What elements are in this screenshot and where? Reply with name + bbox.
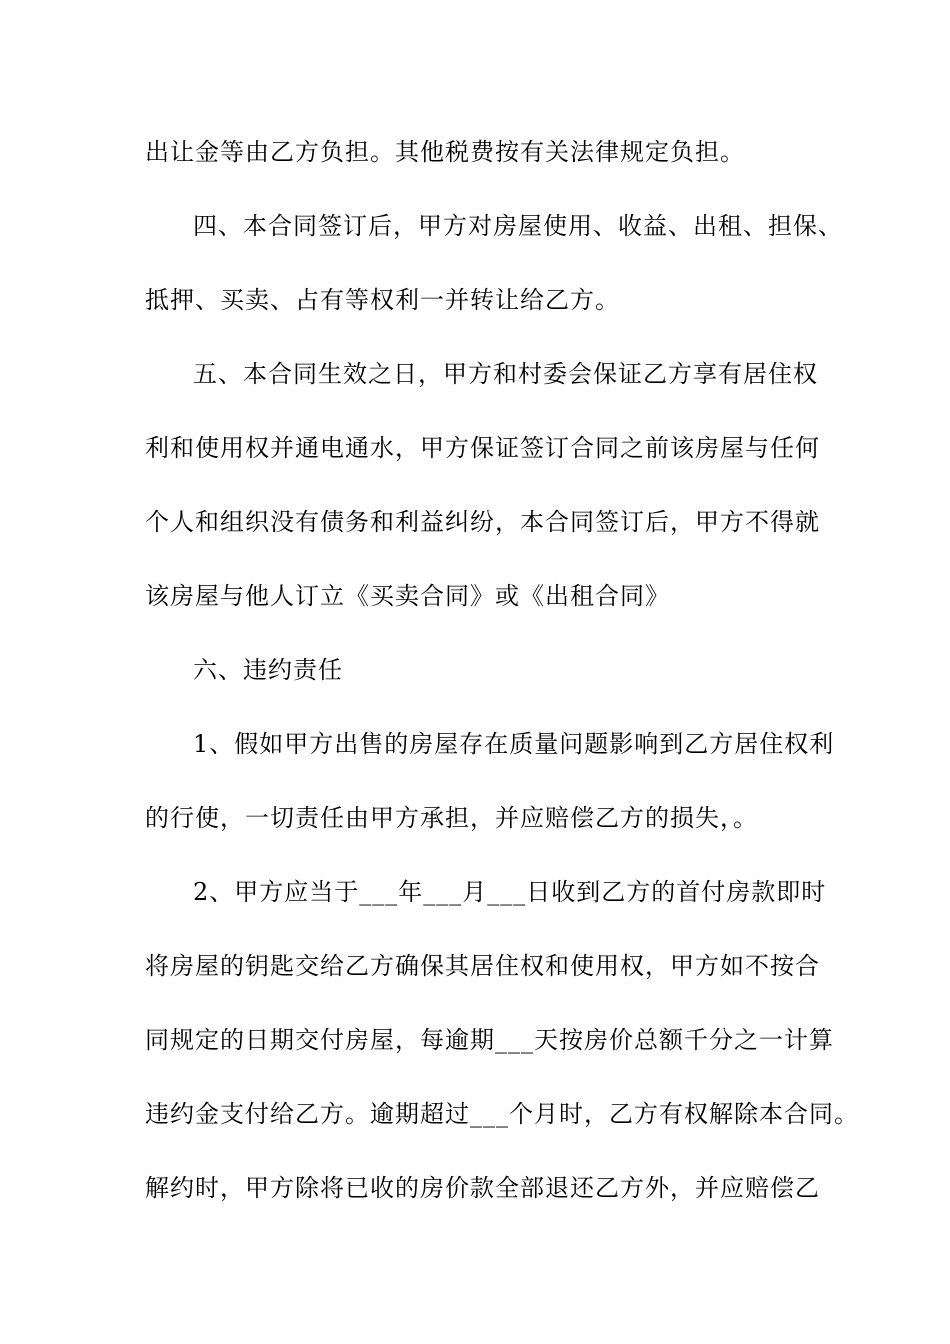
clause-4-line: 四、本合同签订后，甲方对房屋使用、收益、出租、担保、 [193, 212, 843, 240]
text-line: 该房屋与他人订立《买卖合同》或《出租合同》 [145, 582, 670, 610]
text-line: 解约时，甲方除将已收的房价款全部退还乙方外，并应赔偿乙 [145, 1174, 820, 1202]
text-line: 出让金等由乙方负担。其他税费按有关法律规定负担。 [145, 138, 745, 166]
text-line: 的行使，一切责任由甲方承担，并应赔偿乙方的损失，。 [145, 804, 758, 832]
text-line: 违约金支付给乙方。逾期超过___个月时，乙方有权解除本合同。 [145, 1100, 859, 1128]
item-2-line: 2、甲方应当于___年___月___日收到乙方的首付房款即时 [193, 878, 827, 906]
text-line: 将房屋的钥匙交给乙方确保其居住权和使用权，甲方如不按合 [145, 952, 820, 980]
item-1-line: 1、假如甲方出售的房屋存在质量问题影响到乙方居住权利 [193, 730, 835, 758]
text-line: 抵押、买卖、占有等权利一并转让给乙方。 [145, 286, 620, 314]
text-line: 利和使用权并通电通水，甲方保证签订合同之前该房屋与任何 [145, 434, 820, 462]
clause-5-line: 五、本合同生效之日，甲方和村委会保证乙方享有居住权 [193, 360, 818, 388]
section-heading: 六、违约责任 [193, 656, 343, 684]
text-line: 同规定的日期交付房屋，每逾期___天按房价总额千分之一计算 [145, 1026, 834, 1054]
text-line: 个人和组织没有债务和利益纠纷，本合同签订后，甲方不得就 [145, 508, 820, 536]
